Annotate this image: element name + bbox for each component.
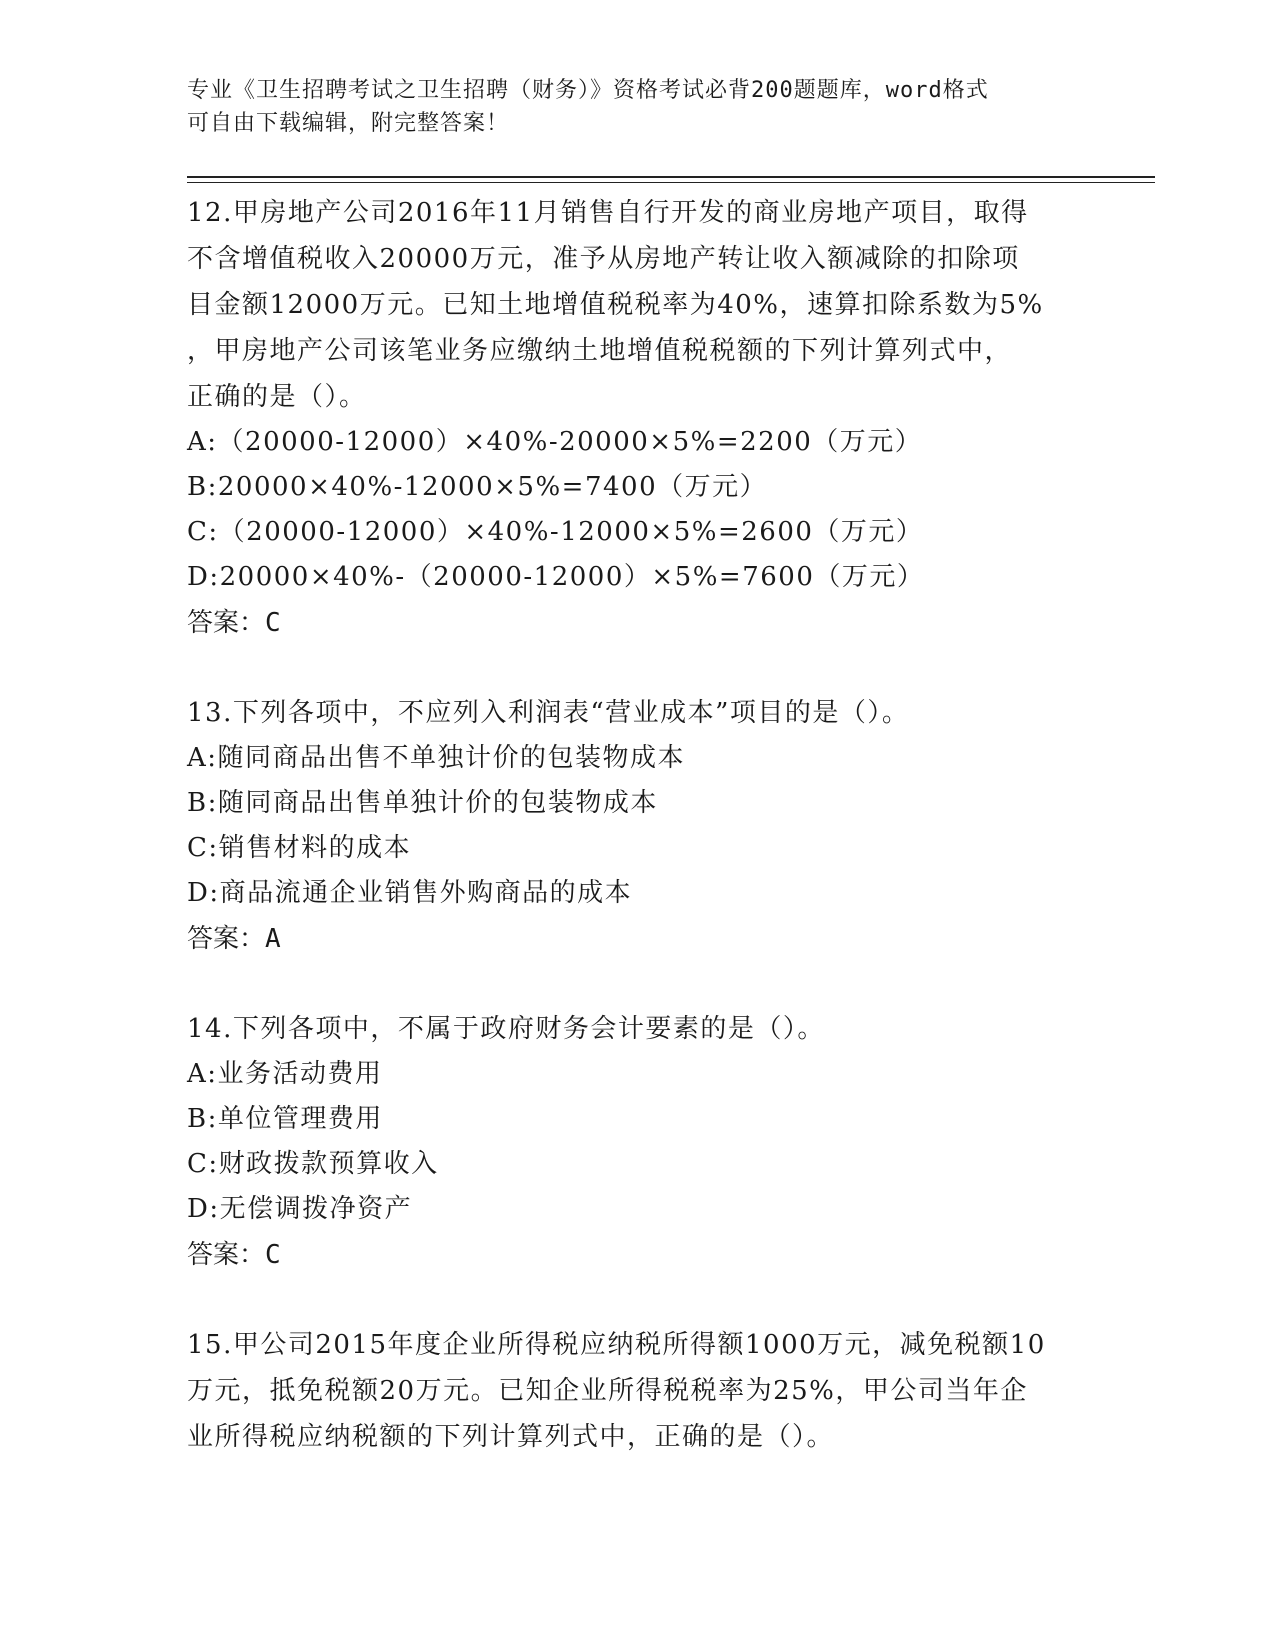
stem-line: 万元，抵免税额20万元。已知企业所得税税率为25%，甲公司当年企 [187, 1376, 1028, 1406]
question-15 [187, 1322, 1087, 1460]
option-a: A:业务活动费用 [187, 1059, 383, 1089]
stem-line: 业所得税应纳税额的下列计算列式中，正确的是（）。 [187, 1422, 835, 1452]
question-stem [187, 190, 1087, 420]
question-stem [187, 1322, 1087, 1460]
option-b: B:单位管理费用 [187, 1104, 383, 1134]
option-c: C:（20000-12000）×40%-12000×5%=2600（万元） [187, 517, 924, 547]
question-stem [187, 1006, 1087, 1052]
option-c: C:财政拨款预算收入 [187, 1149, 439, 1179]
header-line-1: 专业《卫生招聘考试之卫生招聘（财务）》资格考试必背200题题库，word格式 [187, 78, 989, 103]
header-line-2: 可自由下载编辑，附完整答案！ [187, 111, 510, 136]
question-stem [187, 690, 1087, 736]
stem-line: ，甲房地产公司该笔业务应缴纳土地增值税税额的下列计算列式中， [187, 336, 1013, 366]
option-b: B:随同商品出售单独计价的包装物成本 [187, 788, 658, 818]
question-14 [187, 1006, 1087, 1278]
question-list [187, 190, 1087, 1504]
option-b: B:20000×40%-12000×5%=7400（万元） [187, 472, 768, 502]
option-d: D:无偿调拨净资产 [187, 1194, 413, 1224]
header-rule-thin [187, 182, 1155, 183]
answer-label: 答案：A [187, 924, 281, 954]
option-d: D:20000×40%-（20000-12000）×5%=7600（万元） [187, 562, 925, 592]
stem-line: 正确的是（）。 [187, 382, 367, 412]
option-a: A:（20000-12000）×40%-20000×5%=2200（万元） [187, 427, 923, 457]
stem-line: 12.甲房地产公司2016年11月销售自行开发的商业房地产项目，取得 [187, 198, 1029, 228]
stem-line: 13.下列各项中，不应列入利润表“营业成本”项目的是（）。 [187, 698, 910, 728]
question-13 [187, 690, 1087, 962]
option-a: A:随同商品出售不单独计价的包装物成本 [187, 743, 686, 773]
answer-label: 答案：C [187, 608, 281, 638]
document-header [187, 74, 1067, 140]
stem-line: 14.下列各项中，不属于政府财务会计要素的是（）。 [187, 1014, 825, 1044]
stem-line: 15.甲公司2015年度企业所得税应纳税所得额1000万元，减免税额10 [187, 1330, 1046, 1360]
stem-line: 目金额12000万元。已知土地增值税税率为40%，速算扣除系数为5% [187, 290, 1044, 320]
answer-label: 答案：C [187, 1240, 281, 1270]
question-12 [187, 190, 1087, 646]
option-c: C:销售材料的成本 [187, 833, 412, 863]
header-rule-thick [187, 176, 1155, 178]
option-d: D:商品流通企业销售外购商品的成本 [187, 878, 633, 908]
stem-line: 不含增值税收入20000万元，准予从房地产转让收入额减除的扣除项 [187, 244, 1020, 274]
